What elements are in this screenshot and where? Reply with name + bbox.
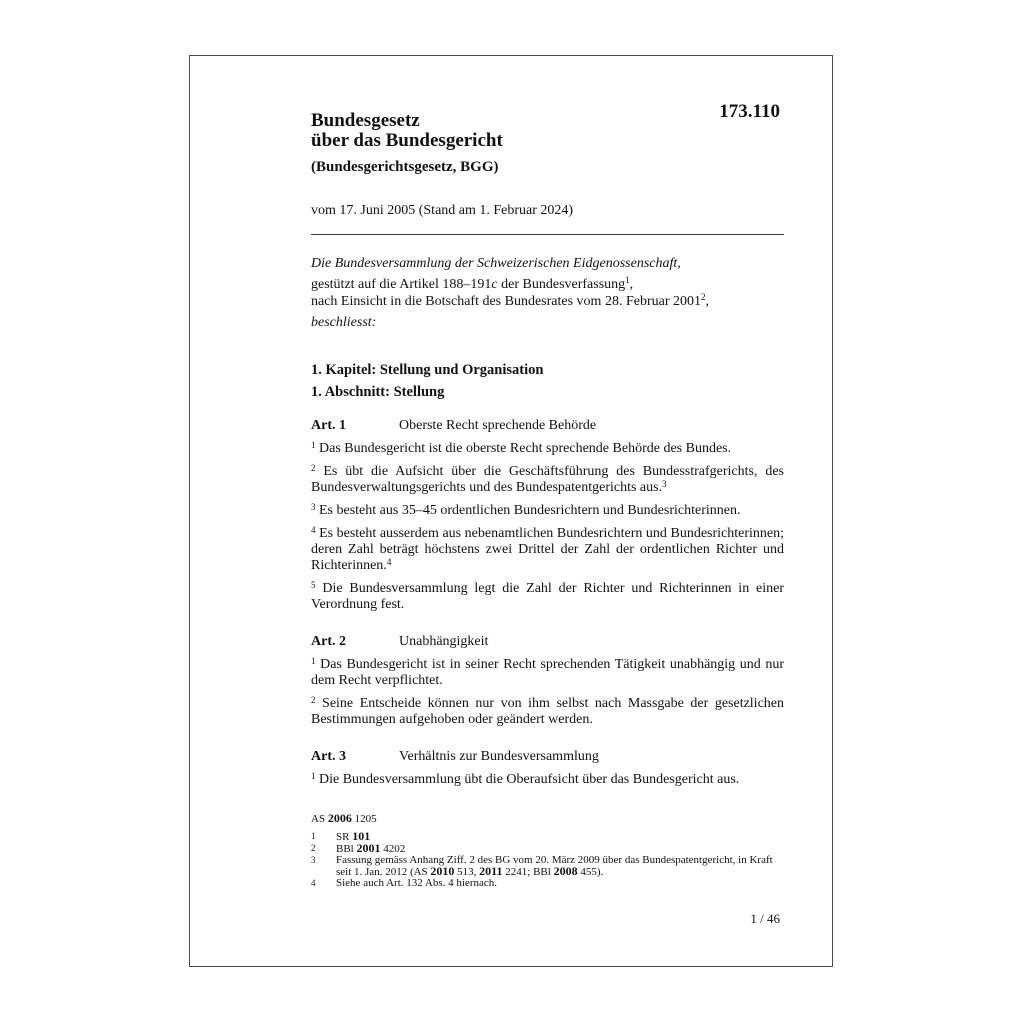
article-paragraph: $^5$ Die Bundesversammlung legt die Zahl der Richter und Richterinnen in einer Verordnung fest.: [311, 580, 785, 612]
title-line-1: Bundesgesetz: [311, 110, 420, 131]
footnotes: [311, 813, 784, 889]
article-paragraph: $^3$ Es besteht aus 35–45 ordentlichen Bundesrichtern und Bundesrichterinnen.: [311, 502, 741, 518]
preamble-message: nach Einsicht in die Botschaft des Bundesrates vom 28. Februar 2001$^2$,: [311, 292, 709, 309]
section-title: 1. Abschnitt: Stellung: [311, 384, 445, 400]
chapter-heading: [311, 359, 543, 403]
footnote-text: Siehe auch Art. 132 Abs. 4 hiernach.: [336, 877, 497, 889]
document-title: [311, 111, 503, 177]
article-heading: [311, 634, 784, 650]
article-paragraph: $^1$ Das Bundesgericht ist in seiner Recht sprechenden Tätigkeit unabhängig und nur dem Recht verpflichtet.: [311, 656, 785, 688]
footnote-ref-2[interactable]: 2: [700, 292, 706, 302]
article-paragraph: $^2$ Es übt die Aufsicht über die Geschäftsführung des Bundesstrafgerichts, des Bundesverwaltungsgerichts und des Bundespatentgerichts aus.$^3$: [311, 463, 784, 495]
footnote-ref-4[interactable]: 4: [386, 557, 392, 567]
footnote-number: 3: [311, 855, 316, 865]
article-title: Oberste Recht sprechende Behörde: [399, 418, 597, 433]
footnote-ref-1[interactable]: 1: [625, 275, 630, 285]
footnote-text: SR 101: [336, 829, 371, 843]
preamble-basis: gestützt auf die Artikel 188–191c der Bundesverfassung$^1$,: [311, 275, 634, 292]
article-1: [311, 418, 784, 613]
article-heading: [311, 418, 784, 434]
article-heading: [311, 749, 784, 765]
footnote-text: Fassung gemäss Anhang Ziff. 2 des BG vom 20. März 2009 über das Bundespatentgericht, in Kraft seit 1. Jan. 2012 (AS 2010 513, 2011 2241; BBl 2008 455).: [336, 854, 773, 878]
page-number: 1 / 46: [750, 911, 780, 926]
sr-number: 173.110: [719, 101, 780, 122]
date-line: vom 17. Juni 2005 (Stand am 1. Februar 2024): [311, 203, 574, 218]
preamble: [311, 255, 791, 331]
article-paragraph: $^1$ Die Bundesversammlung übt die Oberaufsicht über das Bundesgericht aus.: [311, 771, 740, 787]
article-paragraph: $^1$ Das Bundesgericht ist die oberste Recht sprechende Behörde des Bundes.: [311, 440, 732, 456]
article-3: [311, 749, 784, 788]
footnote-ref-3[interactable]: 3: [662, 479, 667, 489]
article-paragraph: $^2$ Seine Entscheide können nur von ihm selbst nach Massgabe der gesetzlichen Bestimmungen aufgehoben oder geändert werden.: [311, 695, 785, 727]
footnote-item: [311, 855, 784, 878]
preamble-enacting-body: Die Bundesversammlung der Schweizerischen Eidgenossenschaft,: [311, 256, 681, 271]
footnote-item: [311, 831, 784, 843]
article-title: Verhältnis zur Bundesversammlung: [399, 749, 599, 764]
footnote-number: 4: [311, 878, 316, 888]
article-paragraph: $^4$ Es besteht ausserdem aus nebenamtlichen Bundesrichtern und Bundesrichterinnen; deren Zahl beträgt höchstens zwei Drittel der Zahl der ordentlichen Richter und Richterinnen.$^4$: [311, 525, 785, 573]
footnote-number: 2: [311, 843, 316, 853]
preamble-resolves: beschliesst:: [311, 315, 377, 330]
article-title: Unabhängigkeit: [399, 634, 489, 649]
footnote-item: [311, 878, 784, 889]
title-line-2: über das Bundesgericht: [311, 130, 503, 151]
article-label: Art. 2: [311, 634, 346, 649]
document-page: [189, 55, 833, 967]
article-2: [311, 634, 784, 728]
chapter-title: 1. Kapitel: Stellung und Organisation: [311, 362, 544, 378]
article-label: Art. 3: [311, 749, 346, 764]
official-collection-ref: AS 2006 1205: [311, 811, 377, 825]
document-subtitle: (Bundesgerichtsgesetz, BGG): [311, 159, 499, 175]
footnote-number: 1: [311, 831, 316, 841]
footnote-text: BBl 2001 4202: [336, 841, 406, 855]
article-label: Art. 1: [311, 418, 346, 433]
header-divider: [311, 234, 784, 235]
articles: [311, 418, 784, 809]
